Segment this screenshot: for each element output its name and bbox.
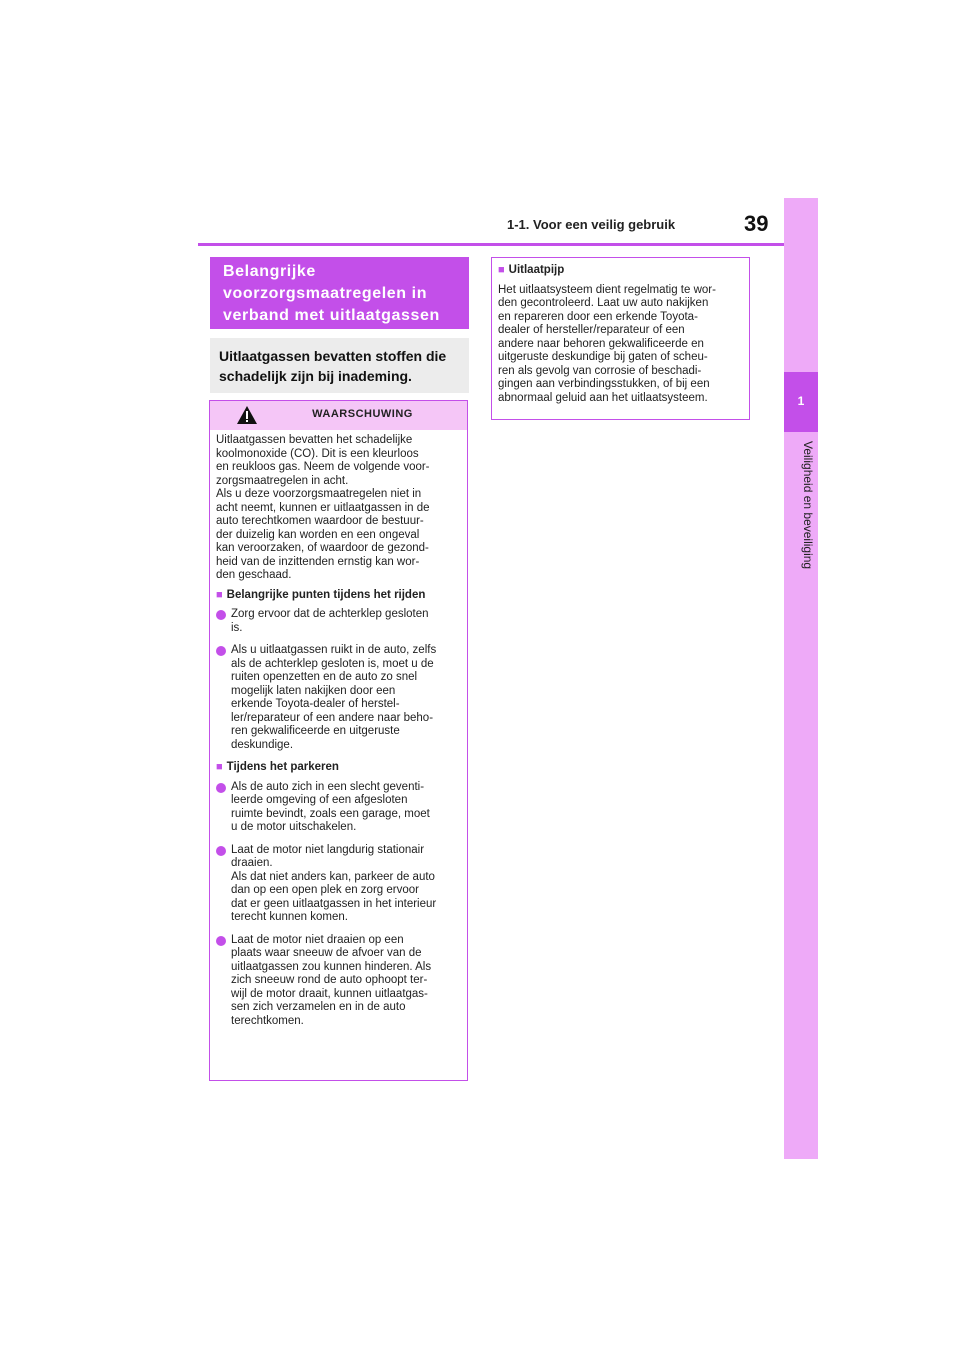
warning-bullet-text (231, 608, 429, 635)
warning-header (210, 401, 467, 430)
warning-bullet-line: wijl de motor draait, kunnen uitlaatgas- (231, 987, 428, 1000)
header-rule (198, 243, 784, 246)
warning-intro-line: zorgsmaatregelen in acht. (216, 474, 349, 487)
warning-bullet-line: draaien. (231, 857, 273, 869)
warning-title: WAARSCHUWING (312, 408, 413, 420)
square-bullet-icon: ■ (498, 264, 505, 276)
warning-bullet-text (231, 934, 431, 1029)
warning-bullet-line: zich sneeuw rond de auto ophoopt ter- (231, 974, 428, 986)
warning-triangle-icon (236, 405, 258, 425)
exhaust-heading-text: Uitlaatpijp (508, 264, 565, 276)
exhaust-content (498, 264, 744, 405)
warning-bullet-line: ruimte bevindt, zoals een garage, moet (231, 807, 430, 820)
warning-bullet-line: Laat de motor niet langdurig stationair (231, 843, 425, 856)
warning-bullet-line: Laat de motor niet draaien op een (231, 933, 404, 946)
warning-intro (216, 434, 464, 583)
warning-bullet-line: sen zich verzamelen en in de auto (231, 1001, 406, 1013)
exhaust-heading (498, 264, 744, 278)
warning-bullet-line: dat er geen uitlaatgassen in het interieur (231, 897, 437, 910)
square-bullet-icon: ■ (216, 761, 223, 773)
exhaust-text (498, 284, 744, 406)
warning-bullet-line: ruiten openzetten en de auto zo snel (231, 671, 418, 683)
section-title-box (210, 257, 469, 329)
warning-bullet (216, 608, 464, 635)
round-bullet-icon (216, 846, 226, 856)
warning-bullet-line: Als dat niet anders kan, parkeer de auto (231, 870, 435, 883)
warning-bullet (216, 844, 464, 925)
warning-bullet (216, 781, 464, 835)
warning-sections (216, 589, 464, 1029)
warning-bullet-line: plaats waar sneeuw de afvoer van de (231, 947, 422, 959)
exhaust-line: Het uitlaatsysteem dient regelmatig te wor- (498, 283, 716, 296)
round-bullet-icon (216, 936, 226, 946)
exhaust-line: en repareren door een erkende Toyota- (498, 310, 698, 323)
intro-text: Uitlaatgassen bevatten stoffen die schadelijk zijn bij inademing. (219, 348, 447, 384)
warning-bullet (216, 934, 464, 1029)
warning-intro-line: acht neemt, kunnen er uitlaatgassen in de (216, 501, 430, 514)
warning-subheading-text: Tijdens het parkeren (226, 761, 339, 773)
warning-intro-line: koolmonoxide (CO). Dit is een kleurloos (216, 447, 419, 460)
chapter-number: 1 (797, 394, 805, 408)
warning-bullet (216, 644, 464, 752)
warning-bullet-line: erkende Toyota-dealer of herstel- (231, 698, 400, 710)
warning-bullet-line: deskundige. (231, 738, 294, 751)
round-bullet-icon (216, 610, 226, 620)
warning-bullet-line: is. (231, 621, 243, 634)
warning-subheading-text: Belangrijke punten tijdens het rijden (226, 588, 426, 601)
warning-bullet-line: Als u uitlaatgassen ruikt in de auto, zelfs (231, 644, 437, 656)
chapter-side-tab (784, 198, 818, 1159)
round-bullet-icon (216, 646, 226, 656)
exhaust-box (491, 257, 750, 420)
warning-intro-line: den geschaad. (216, 569, 292, 581)
warning-intro-line: Uitlaatgassen bevatten het schadelijke (216, 434, 413, 446)
warning-intro-line: heid van de inzittenden ernstig kan wor- (216, 555, 420, 568)
warning-intro-line: Als u deze voorzorgsmaatregelen niet in (216, 488, 422, 500)
warning-bullet-line: leerde omgeving of een afgesloten (231, 794, 408, 806)
warning-bullet-line: u de motor uitschakelen. (231, 821, 357, 833)
warning-bullet-line: Als de auto zich in een slecht geventi- (231, 780, 425, 793)
warning-bullet-text (231, 844, 436, 925)
section-title: Belangrijke voorzorgsmaatregelen in verband met uitlaatgassen (223, 263, 440, 324)
exhaust-line: uitgeruste deskundige bij gaten of scheu- (498, 351, 708, 363)
warning-intro-line: auto terechtkomen waardoor de bestuur- (216, 515, 424, 527)
intro-box (210, 338, 469, 393)
warning-body (216, 434, 464, 1037)
warning-intro-line: en reukloos gas. Neem de volgende voor- (216, 461, 430, 473)
exhaust-line: ren als gevolg van corrosie of beschadi- (498, 364, 702, 377)
exhaust-line: dealer of hersteller/reparateur of een (498, 324, 685, 336)
header-section-title: 1-1. Voor een veilig gebruik (507, 217, 676, 232)
square-bullet-icon: ■ (216, 588, 223, 601)
warning-bullet-line: ler/reparateur of een andere naar beho- (231, 711, 434, 724)
warning-bullet-line: dan op een open plek en zorg ervoor (231, 884, 419, 896)
round-bullet-icon (216, 783, 226, 793)
warning-bullet-line: Zorg ervoor dat de achterklep gesloten (231, 608, 429, 620)
exhaust-line: abnormaal geluid aan het uitlaatsysteem. (498, 391, 708, 404)
warning-bullet-line: ren gekwalificeerde en uitgeruste (231, 725, 400, 737)
warning-intro-line: kan veroorzaken, of waardoor de gezond- (216, 542, 429, 554)
warning-subheading (216, 589, 464, 603)
warning-box (209, 400, 468, 1081)
exhaust-line: gingen aan verbindingsstukken, of bij een (498, 378, 710, 390)
warning-bullet-line: als de achterklep gesloten is, moet u de (231, 657, 434, 670)
exhaust-line: den gecontroleerd. Laat uw auto nakijken (498, 297, 709, 309)
warning-bullet-line: terecht kunnen komen. (231, 911, 348, 923)
warning-bullet-text (231, 781, 430, 835)
warning-subheading (216, 761, 464, 775)
chapter-label: Veiligheid en beveiliging (801, 441, 815, 570)
warning-bullet-text (231, 644, 436, 752)
exhaust-line: andere naar behoren gekwalificeerde en (498, 337, 704, 350)
warning-bullet-line: uitlaatgassen zou kunnen hinderen. Als (231, 960, 432, 973)
warning-bullet-line: mogelijk laten nakijken door een (231, 684, 396, 697)
page-number: 39 (744, 211, 769, 236)
warning-intro-line: der duizelig kan worden en een ongeval (216, 528, 420, 541)
warning-bullet-line: terechtkomen. (231, 1014, 304, 1027)
